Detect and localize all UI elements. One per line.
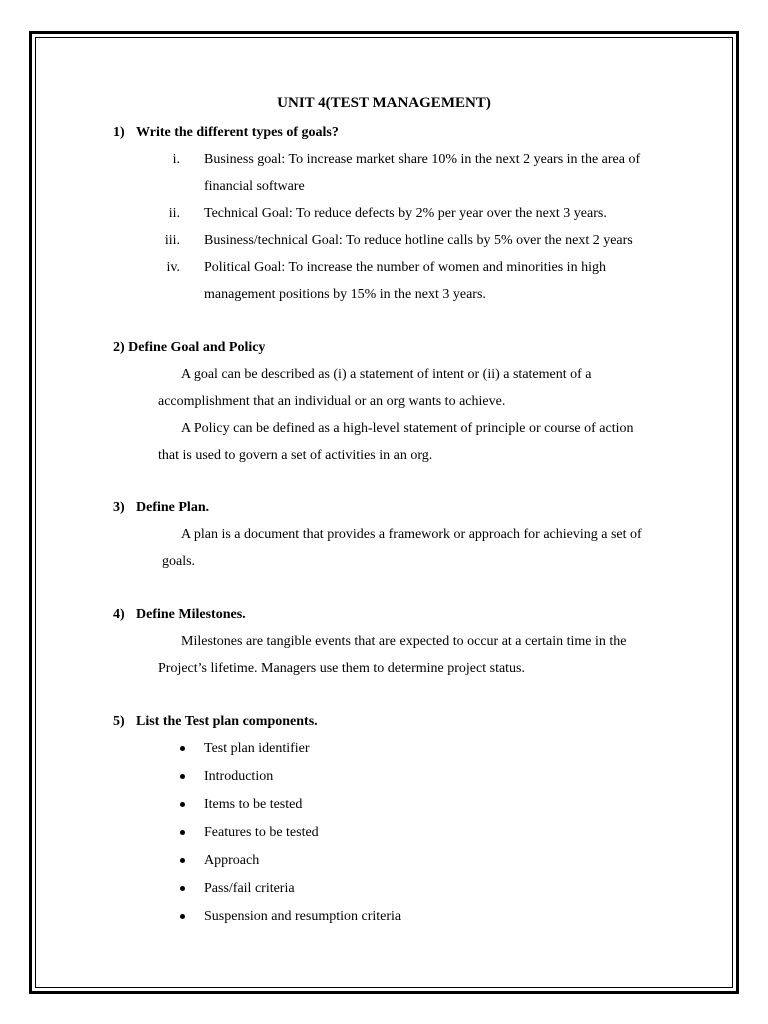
milestones-definition-line-1: Milestones are tangible events that are expected to occur at a certain time in the [181,634,627,649]
goal-item-1-line-2: financial software [204,179,305,194]
milestones-definition-line-2: Project’s lifetime. Managers use them to determine project status. [158,661,526,676]
question-3-number: 3) [113,500,125,515]
bullet-icon [180,858,185,863]
question-1-heading: Write the different types of goals? [136,125,339,140]
goal-item-3-line-1: Business/technical Goal: To reduce hotline calls by 5% over the next 2 years [204,233,633,248]
page-title: UNIT 4(TEST MANAGEMENT) [277,95,491,111]
goal-numeral-4: iv. [166,260,180,275]
test-plan-component-1: Test plan identifier [204,741,310,756]
goal-item-2-line-1: Technical Goal: To reduce defects by 2% per year over the next 3 years. [204,206,607,221]
test-plan-component-3: Items to be tested [204,797,303,812]
test-plan-component-2: Introduction [204,769,274,784]
test-plan-component-5: Approach [204,853,260,868]
bullet-icon [180,914,185,919]
goal-definition-line-1: A goal can be described as (i) a statement of intent or (ii) a statement of a [181,367,592,382]
goal-definition-line-2: accomplishment that an individual or an org wants to achieve. [158,394,506,409]
goal-numeral-3: iii. [164,233,180,248]
test-plan-component-6: Pass/fail criteria [204,881,295,896]
bullet-icon [180,830,185,835]
policy-definition-line-1: A Policy can be defined as a high-level statement of principle or course of action [181,421,634,436]
goal-item-1-line-1: Business goal: To increase market share 10% in the next 2 years in the area of [204,152,641,167]
test-plan-component-4: Features to be tested [204,825,319,840]
question-2-heading: 2) Define Goal and Policy [113,340,266,355]
test-plan-component-7: Suspension and resumption criteria [204,909,402,924]
goal-numeral-2: ii. [168,206,180,221]
bullet-icon [180,802,185,807]
goal-numeral-1: i. [172,152,180,167]
question-1-number: 1) [113,125,125,140]
policy-definition-line-2: that is used to govern a set of activities in an org. [158,448,433,463]
goal-item-4-line-2: management positions by 15% in the next 3 years. [204,287,486,302]
bullet-icon [180,746,185,751]
question-3-heading: Define Plan. [136,500,210,515]
plan-definition-line-2: goals. [162,554,196,569]
plan-definition-line-1: A plan is a document that provides a framework or approach for achieving a set of [181,527,642,542]
bullet-icon [180,886,185,891]
question-5-number: 5) [113,714,125,729]
question-4-heading: Define Milestones. [136,607,246,622]
bullet-icon [180,774,185,779]
question-5-heading: List the Test plan components. [136,714,318,729]
goal-item-4-line-1: Political Goal: To increase the number of women and minorities in high [204,260,606,275]
question-4-number: 4) [113,607,125,622]
